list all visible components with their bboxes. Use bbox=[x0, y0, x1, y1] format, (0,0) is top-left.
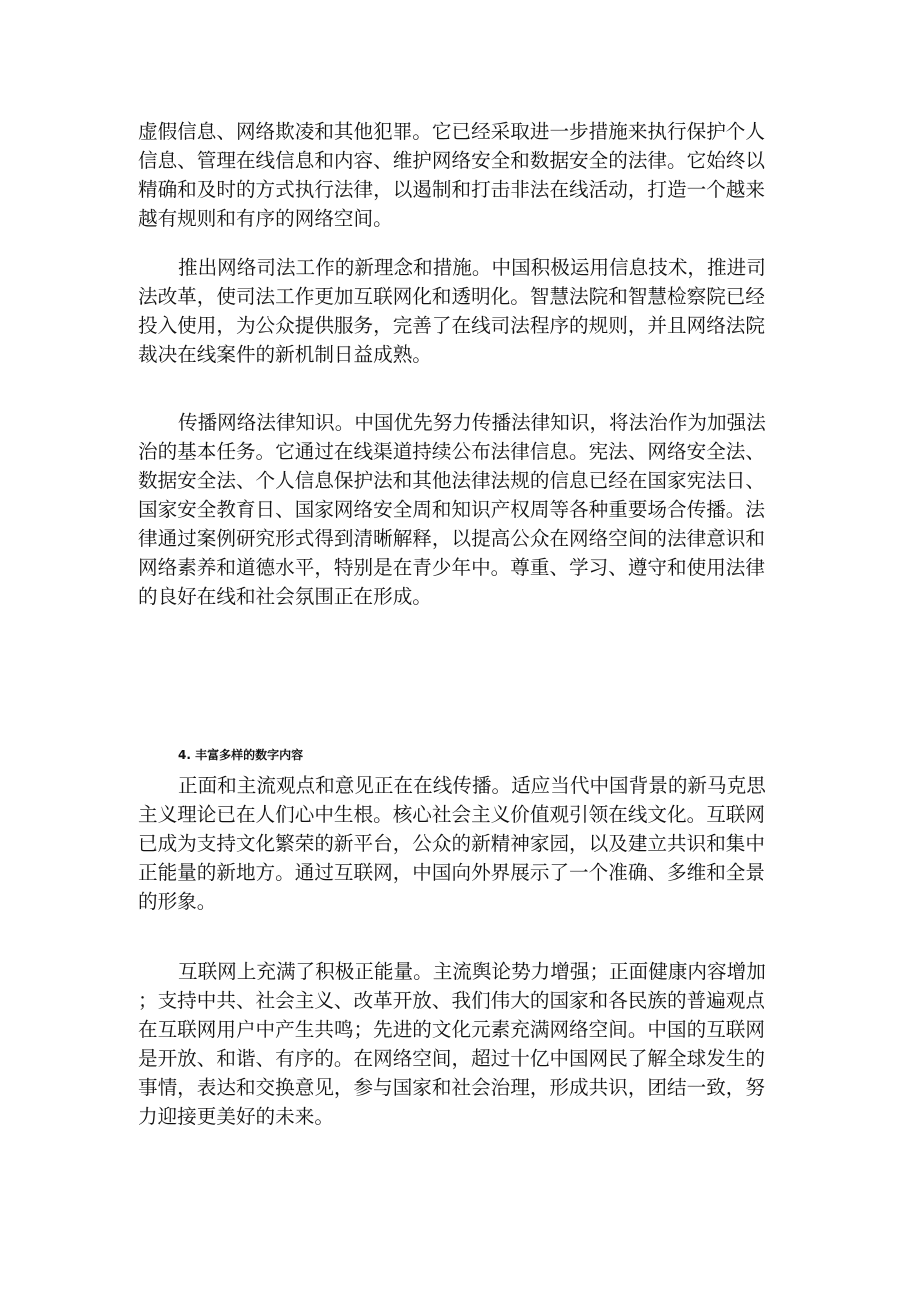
text-line: 的良好在线和社会氛围正在形成。 bbox=[138, 585, 432, 608]
text-line: 已成为支持文化繁荣的新平台，公众的新精神家园，以及建立共识和集中 bbox=[138, 832, 765, 855]
text-line: 推出网络司法工作的新理念和措施。中国积极运用信息技术，推进司 bbox=[178, 256, 766, 279]
text-line: 主义理论已在人们心中生根。核心社会主义价值观引领在线文化。互联网 bbox=[138, 803, 765, 826]
text-line: 信息、管理在线信息和内容、维护网络安全和数据安全的法律。它始终以 bbox=[138, 149, 765, 172]
text-line: 是开放、和谐、有序的。在网络空间，超过十亿中国网民了解全球发生的 bbox=[138, 1047, 765, 1070]
paragraph-positive-energy bbox=[138, 957, 788, 1131]
text-line: 互联网上充满了积极正能量。主流舆论势力增强；正面健康内容增加 bbox=[178, 960, 766, 983]
text-line: 虚假信息、网络欺凌和其他犯罪。它已经采取进一步措施来执行保护个人 bbox=[138, 120, 765, 143]
text-line: 网络素养和道德水平，特别是在青少年中。尊重、学习、遵守和使用法律 bbox=[138, 556, 765, 579]
text-line: 正面和主流观点和意见正在在线传播。适应当代中国背景的新马克思 bbox=[178, 774, 766, 797]
text-line: 裁决在线案件的新机制日益成熟。 bbox=[138, 343, 432, 366]
text-line: 越有规则和有序的网络空间。 bbox=[138, 207, 393, 230]
text-line: 正能量的新地方。通过互联网，中国向外界展示了一个准确、多维和全景 bbox=[138, 861, 765, 884]
paragraph-cyber-crime bbox=[138, 117, 788, 233]
text-line: 事情，表达和交换意见，参与国家和社会治理，形成共识，团结一致，努 bbox=[138, 1076, 765, 1099]
text-line: 投入使用，为公众提供服务，完善了在线司法程序的规则，并且网络法院 bbox=[138, 314, 765, 337]
text-line: 律通过案例研究形式得到清晰解释，以提高公众在网络空间的法律意识和 bbox=[138, 527, 765, 550]
text-line: 数据安全法、个人信息保护法和其他法律法规的信息已经在国家宪法日、 bbox=[138, 469, 765, 492]
text-line: 国家安全教育日、国家网络安全周和知识产权周等各种重要场合传播。法 bbox=[138, 498, 765, 521]
text-line: 在互联网用户中产生共鸣；先进的文化元素充满网络空间。中国的互联网 bbox=[138, 1018, 765, 1041]
text-line: 法改革，使司法工作更加互联网化和透明化。智慧法院和智慧检察院已经 bbox=[138, 285, 765, 308]
section-heading: 4. 丰富多样的数字内容 bbox=[178, 748, 304, 762]
text-line: 的形象。 bbox=[138, 890, 217, 913]
paragraph-mainstream-views bbox=[138, 771, 788, 916]
text-line: 力迎接更美好的未来。 bbox=[138, 1105, 334, 1128]
paragraph-legal-knowledge bbox=[138, 408, 788, 611]
text-line: 传播网络法律知识。中国优先努力传播法律知识，将法治作为加强法 bbox=[178, 411, 766, 434]
text-line: ；支持中共、社会主义、改革开放、我们伟大的国家和各民族的普遍观点 bbox=[138, 989, 765, 1012]
text-line: 治的基本任务。它通过在线渠道持续公布法律信息。宪法、网络安全法、 bbox=[138, 440, 765, 463]
paragraph-cyber-justice bbox=[138, 253, 788, 369]
text-line: 精确和及时的方式执行法律，以遏制和打击非法在线活动，打造一个越来 bbox=[138, 178, 765, 201]
